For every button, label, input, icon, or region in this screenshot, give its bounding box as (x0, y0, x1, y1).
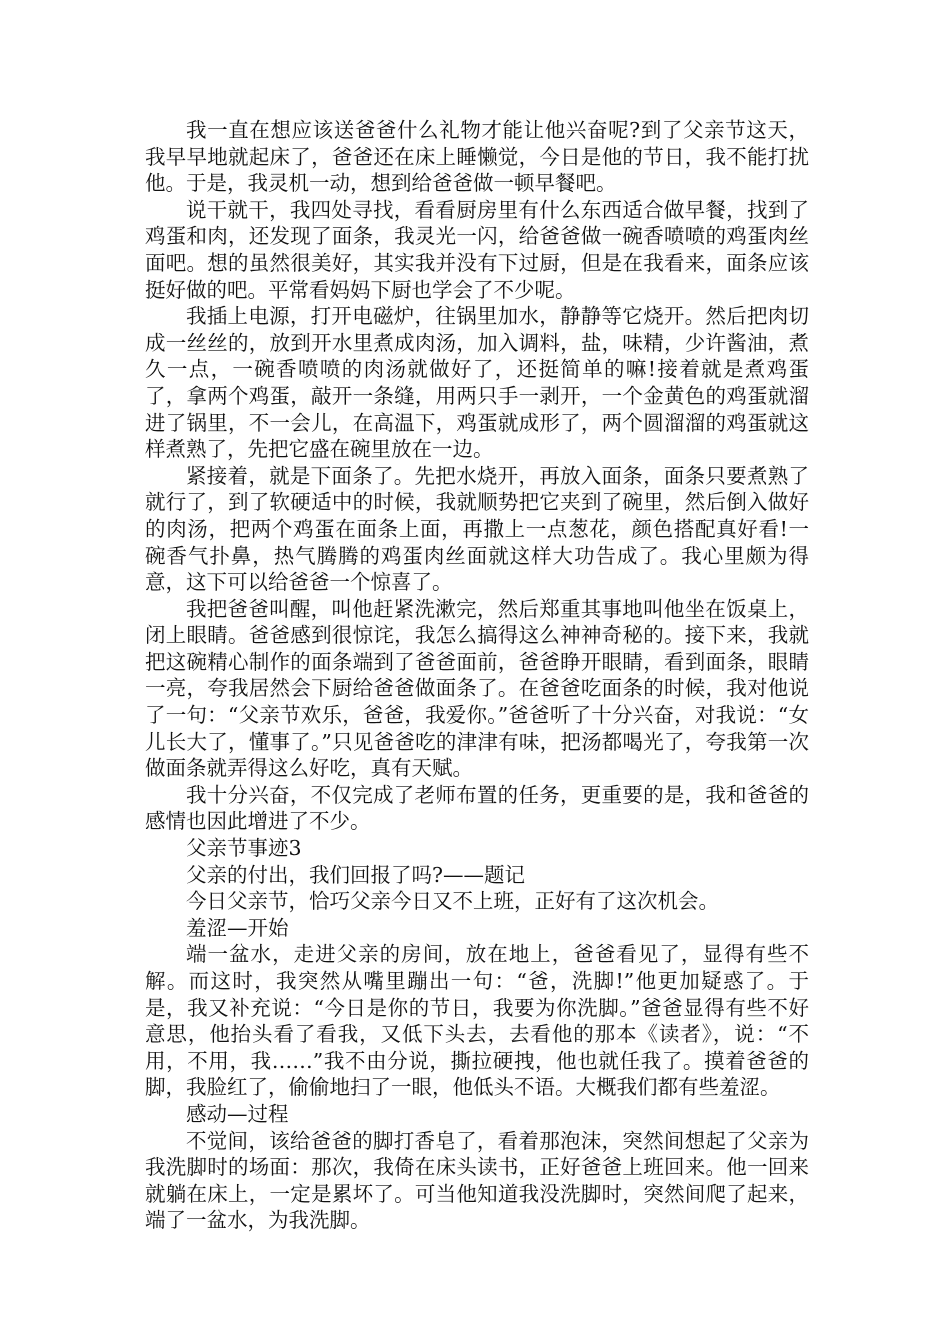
paragraph: 紧接着，就是下面条了。先把水烧开，再放入面条，面条只要煮熟了就行了，到了软硬适中的时候，我就顺势把它夹到了碗里，然后倒入做好的肉汤，把两个鸡蛋在面条上面，再撒上一点葱花，颜色搭配真好看!一碗香气扑鼻，热气腾腾的鸡蛋肉丝面就这样大功告成了。我心里颇为得意，这下可以给爸爸一个惊喜了。 (145, 463, 809, 595)
paragraph: 我十分兴奋，不仅完成了老师布置的任务，更重要的是，我和爸爸的感情也因此增进了不少。 (145, 782, 809, 834)
paragraph: 端一盆水，走进父亲的房间，放在地上，爸爸看见了，显得有些不解。而这时，我突然从嘴里蹦出一句：“爸，洗脚!”他更加疑惑了。于是，我又补充说：“今日是你的节日，我要为你洗脚。”爸爸显得有些不好意思，他抬头看了看我，又低下头去，去看他的那本《读者》，说：“不用，不用，我……”我不由分说，撕拉硬拽，他也就任我了。摸着爸爸的脚，我脸红了，偷偷地扫了一眼，他低头不语。大概我们都有些羞涩。 (145, 942, 809, 1100)
subsection-title-shy: 羞涩—开始 (186, 915, 289, 940)
paragraph: 我插上电源，打开电磁炉，往锅里加水，静静等它烧开。然后把肉切成一丝丝的，放到开水里煮成肉汤，加入调料，盐，味精，少许酱油，煮久一点，一碗香喷喷的肉汤就做好了，还挺简单的嘛!接着就是煮鸡蛋了，拿两个鸡蛋，敲开一条缝，用两只手一剥开，一个金黄色的鸡蛋就溜进了锅里，不一会儿，在高温下，鸡蛋就成形了，两个圆溜溜的鸡蛋就这样煮熟了，先把它盛在碗里放在一边。 (145, 304, 809, 462)
paragraph: 我一直在想应该送爸爸什么礼物才能让他兴奋呢?到了父亲节这天，我早早地就起床了，爸爸还在床上睡懒觉，今日是他的节日，我不能打扰他。于是，我灵机一动，想到给爸爸做一顿早餐吧。 (145, 118, 809, 196)
subsection-title-moved: 感动—过程 (186, 1101, 289, 1126)
paragraph: 说干就干，我四处寻找，看看厨房里有什么东西适合做早餐，找到了鸡蛋和肉，还发现了面条，我灵光一闪，给爸爸做一碗香喷喷的鸡蛋肉丝面吧。想的虽然很美好，其实我并没有下过厨，但是在我看来，面条应该挺好做的吧。平常看妈妈下厨也学会了不少呢。 (145, 197, 809, 302)
paragraph: 我把爸爸叫醒，叫他赶紧洗漱完，然后郑重其事地叫他坐在饭桌上，闭上眼睛。爸爸感到很惊诧，我怎么搞得这么神神奇秘的。接下来，我就把这碗精心制作的面条端到了爸爸面前，爸爸睁开眼睛，看到面条，眼睛一亮，夸我居然会下厨给爸爸做面条了。在爸爸吃面条的时候，我对他说了一句：“父亲节欢乐，爸爸，我爱你。”爸爸听了十分兴奋，对我说：“女儿长大了，懂事了。”只见爸爸吃的津津有味，把汤都喝光了，夸我第一次做面条就弄得这么好吃，真有天赋。 (145, 596, 809, 781)
intro-line: 今日父亲节，恰巧父亲今日又不上班，正好有了这次机会。 (186, 889, 719, 914)
section-title: 父亲节事迹3 (186, 836, 302, 861)
paragraph: 不觉间，该给爸爸的脚打香皂了，看着那泡沫，突然间想起了父亲为我洗脚时的场面：那次，我倚在床头读书，正好爸爸上班回来。他一回来就躺在床上，一定是累坏了。可当他知道我没洗脚时，突然间爬了起来，端了一盆水，为我洗脚。 (145, 1128, 809, 1233)
document-page (145, 117, 809, 1234)
epigraph-line: 父亲的付出，我们回报了吗?——题记 (186, 862, 525, 887)
